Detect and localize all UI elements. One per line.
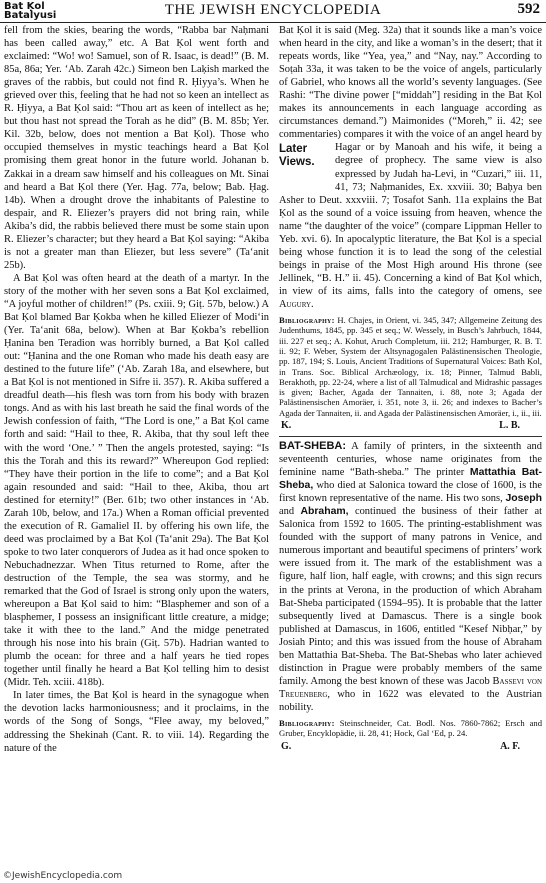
paragraph bbox=[279, 24, 542, 311]
person-name: Abraham, bbox=[300, 506, 349, 518]
bibliography bbox=[279, 315, 542, 418]
bibliography-text: H. Chajes, in Orient, vi. 345, 347; Allgemeine Zeitung des Judenthums, 1845, pp. 345 et seq.; W. Wessely, in Busch’s Jahrbuch, 1844, iii. 227 et seq.; A. Kohut, Aruch Completum, iii. 212; Hamburger, R. B. T. ii. 92; F. Weber, System der Altsynagogalen Palästinensischen Theologie, pp. 187, 194; S. Louis, Ancient Traditions of Supernatural Voices: Bath Ḳol, in Trans. Soc. Biblical Archæology, ix. 18; Pinner, Talmud Babli, Berakhoth, pp. 22-24, where a list of all Talmudical and Midrashic passages is given; Bacher, Agada der Tannaiten, i. 88, note 3; Agada der Palästinensischen Amoräer, i. 351, note 3, ii. 26; and indexes to Bacher’s Agada der Tannaiten, ii. and Agada der Palästinensischen Amoräer, i., ii., iii. bbox=[279, 315, 543, 418]
entry-headword: BAT-SHEBA: bbox=[279, 440, 347, 452]
journal-title: THE JEWISH ENCYCLOPEDIA bbox=[164, 2, 382, 18]
bibliography bbox=[279, 718, 542, 739]
bibliography-label: Bibliography: bbox=[279, 717, 335, 728]
person-name: Joseph bbox=[505, 493, 542, 505]
signature-left: G. bbox=[281, 740, 292, 752]
signature-right: L. B. bbox=[499, 420, 520, 431]
running-head-top: Bat Ḳol bbox=[4, 1, 45, 12]
author-signature bbox=[279, 740, 542, 753]
entry-text: continued the business of their father at Salonica from 1592 to 1605. The printing-establishment was founded with the support of many patrons in Venice, and numerous important and beautiful specimens of printers’ work were issued from it. The mark of the establishment was a figure, half lion, half eagle, with crowns; and this sign recurs in the prints at Verona, in the production of which Abraham Bat-Sheba participated (1594–95). It is probable that the latter subsequently lived at Damascus. There is a single book published at Damascus, in 1606, entitled “Kesef Nibḥar,” by Josiah Pinto; and this was issued from the house of Abraham ben Mattathia Bat-Sheba. The Bat-Shebas who later achieved distinction in Prague were probably members of the same family. Among the best known of these was Jacob bbox=[279, 506, 543, 687]
paragraph: A Bat Ḳol was often heard at the death of a martyr. In the story of the mother with her seven sons a Bat Ḳol exclaimed, “A joyful mother of children!” (Ps. cxiii. 9; Giṭ. 57b, below.) A Bat Ḳol blamed Bar Ḳokba when he killed Eliezer of Modi‘in (Yer. Ta‘anit 68a, below). When at Bar Ḳokba’s rebellion Ḥanina ben Teradion was horribly burned, a Bat Ḳol called out: “Ḥanina and the one Roman who made his death easy are destined to the future life” (‘Ab. Zarah 18a, and elsewhere, but a Bat Ḳol is not mentioned in Sifre ii. 357). R. Akiba suffered a dreadful death—his flesh was torn from his body with brazen tongs. And as with his last breath he said the final words of the Jewish confession of faith, “The Lord is one,” a Bat Ḳol came forth and said: “Hail to thee, R. Akiba, that thy soul left thee with the word ‘One.’ ” Then the angels protested, saying: “Is this the Torah and this its reward?” Whereupon God replied: “They have their portion in the life to come”; and a Bat Ḳol again resounded and said: “Hail to thee, Akiba, thou art destined for eternity!” (Ber. 61b; two other instances in ‘Ab. Zarah 10b, below, and 17a.) When a Roman official prevented the execution of R. Gamaliel II. by offering his own life, the deed was proclaimed by a Bat Ḳol (Ta‘anit 29a). The Bat Ḳol spoke to two later conquerors of Judea as it had once spoken to Nebuchadnezzar. When Titus returned to Rome, after the destruction of the Temple, the sea was stormy, and he remarked that the God of Israel is strong only upon the waters, whereupon a Bat Ḳol said to him: “Blasphemer and son of a blasphemer, I possess an insignificant little creature, a midge; take it with thee to the land.” And the midge penetrated through his nose into his brain (Giṭ. 57b). Hadrian wanted to plumb the ocean: for three and a half years he tied ropes together until finally he heard a Bat Ḳol telling him to desist (Midr. Teh. xciii. 418b). bbox=[4, 272, 269, 689]
page-header bbox=[0, 0, 546, 23]
site-watermark: ©JewishEncyclopedia.com bbox=[3, 871, 123, 881]
bibliography-text: Steinschneider, Cat. Bodl. Nos. 7860-7862; Ersch and Gruber, Encyklopädie, ii. 28, 41; Hock, Gal ‘Ed, p. 24. bbox=[279, 717, 542, 739]
right-column bbox=[279, 24, 542, 753]
person-name: Mattathia Bat-Sheba, bbox=[279, 467, 543, 492]
entry-text: and bbox=[279, 506, 295, 518]
paragraph-opening: Bat Ḳol it is said (Meg. 32a) that it sounds like a man’s voice when heard in the city, and like a woman’s in the desert; that it repeats words, like “Yea, yea,” and “Nay, nay.” According to Soṭah 33a, it was taken to be the voice of angels, particularly of Gabriel, who knows all the world’s seventy languages. (See Rashi: “The divine power [“middah”] residing in the Bat Ḳol makes its announcements in each language according as circumstances demand.”) Maimonides (“Moreh,” ii. 42; see commentaries) compares it with the voice of an angel heard by Hagar or by Manoah and his wife, it being a bbox=[279, 25, 542, 154]
running-head-bottom: Batalyusi bbox=[4, 10, 57, 21]
paragraph: fell from the skies, bearing the words, “Rabba bar Naḥmani has been called away,” etc. A Bat Ḳol went forth and exclaimed: “Wo! wo! Samuel, son of R. Isaac, is dead!” (B. M. 85a, 86a; Yer. ‘Ab. Zarah 42c.) Simeon ben Laḳish marked the graves of the rabbis, but could not find R. Ḥiyya’s. When he grieved over this, feeling that he had not so keen an intellect as R. Ḥiyya, a Bat Ḳol said: “Thou art as keen of intellect as he; but thou hast not spread the Torah as he did” (B. M. 85b; Yer. Kil. 32b, below, does not mention a Bat Ḳol). Those who occupied themselves in mystic teachings heard a Bat Ḳol promising them great honor in the future world. Johanan b. Zakkai in a dream saw himself and his colleagues on Mt. Sinai and heard a Bat Ḳol there (Yer. Ḥag. 77a, below; Bab. Ḥag. 14b). When a drought drove the inhabitants of Palestine to despair, and R. Eliezer’s prayers did not bring rain, while Akiba’s did, the rabbis believed there must be some stain upon R. Eliezer’s character; but they heard a Bat Ḳol saying: “Akiba is not a greater man than Eliezer, but less severe” (Ta‘anit 25b). bbox=[4, 25, 269, 271]
entry-bat-sheba bbox=[279, 440, 542, 714]
left-column bbox=[4, 24, 269, 755]
entry-text: A family of printers, in the sixteenth and seventeenth centuries, whose name originates from the feminine name “Bath-sheba.” The printer bbox=[279, 441, 542, 479]
paragraph: In later times, the Bat Ḳol is heard in the synagogue when the devotion lacks harmoniousness; and it proclaims, in the words of the Song of Songs, “Flee away, my beloved,” addressing the Shekinah (Cant. R. to viii. 14). Regarding the nature of the bbox=[4, 690, 269, 754]
side-heading: Later Views. bbox=[279, 143, 315, 169]
signature-left: K. bbox=[281, 420, 292, 431]
author-signature bbox=[279, 419, 542, 432]
cross-reference-link[interactable]: Augury. bbox=[279, 298, 314, 310]
signature-right: A. F. bbox=[500, 740, 520, 752]
bibliography-label: Bibliography: bbox=[279, 315, 335, 326]
entry-text: who died at Salonica toward the close of 1600, is the first known representative of the name. His two sons, bbox=[279, 480, 543, 505]
paragraph-continuation: degree of prophecy. The same view is also expressed by Judah ha-Levi, in “Cuzari,” iii. 11, 41, 73; Naḥmanides, Ex. xxviii. 30; Baḥya ben Asher to Deut. xxxviii. 7; Tosafot Sanh. 11a explains the Bat Ḳol as the sound of a voice issuing from heaven, whence the name “the daughter of the voice” (compare Lippman Heller to Yeb. xvi. 6). In apocalyptic literature, the Bat Ḳol is a special being whose function it is to lead the song of the celestial beings in praise of the Most High around His throne (see Jellinek, “B. H.” ii. 45). Concerning a kind of Bat Ḳol which, in view of its aims, falls into the category of omens, see bbox=[279, 155, 542, 297]
entry-text: who in 1622 was elevated to the Austrian nobility. bbox=[279, 688, 543, 713]
person-name: Bassevi von Treuenberg, bbox=[279, 675, 543, 700]
page-number: 592 bbox=[517, 1, 540, 17]
entry-divider bbox=[279, 436, 542, 437]
